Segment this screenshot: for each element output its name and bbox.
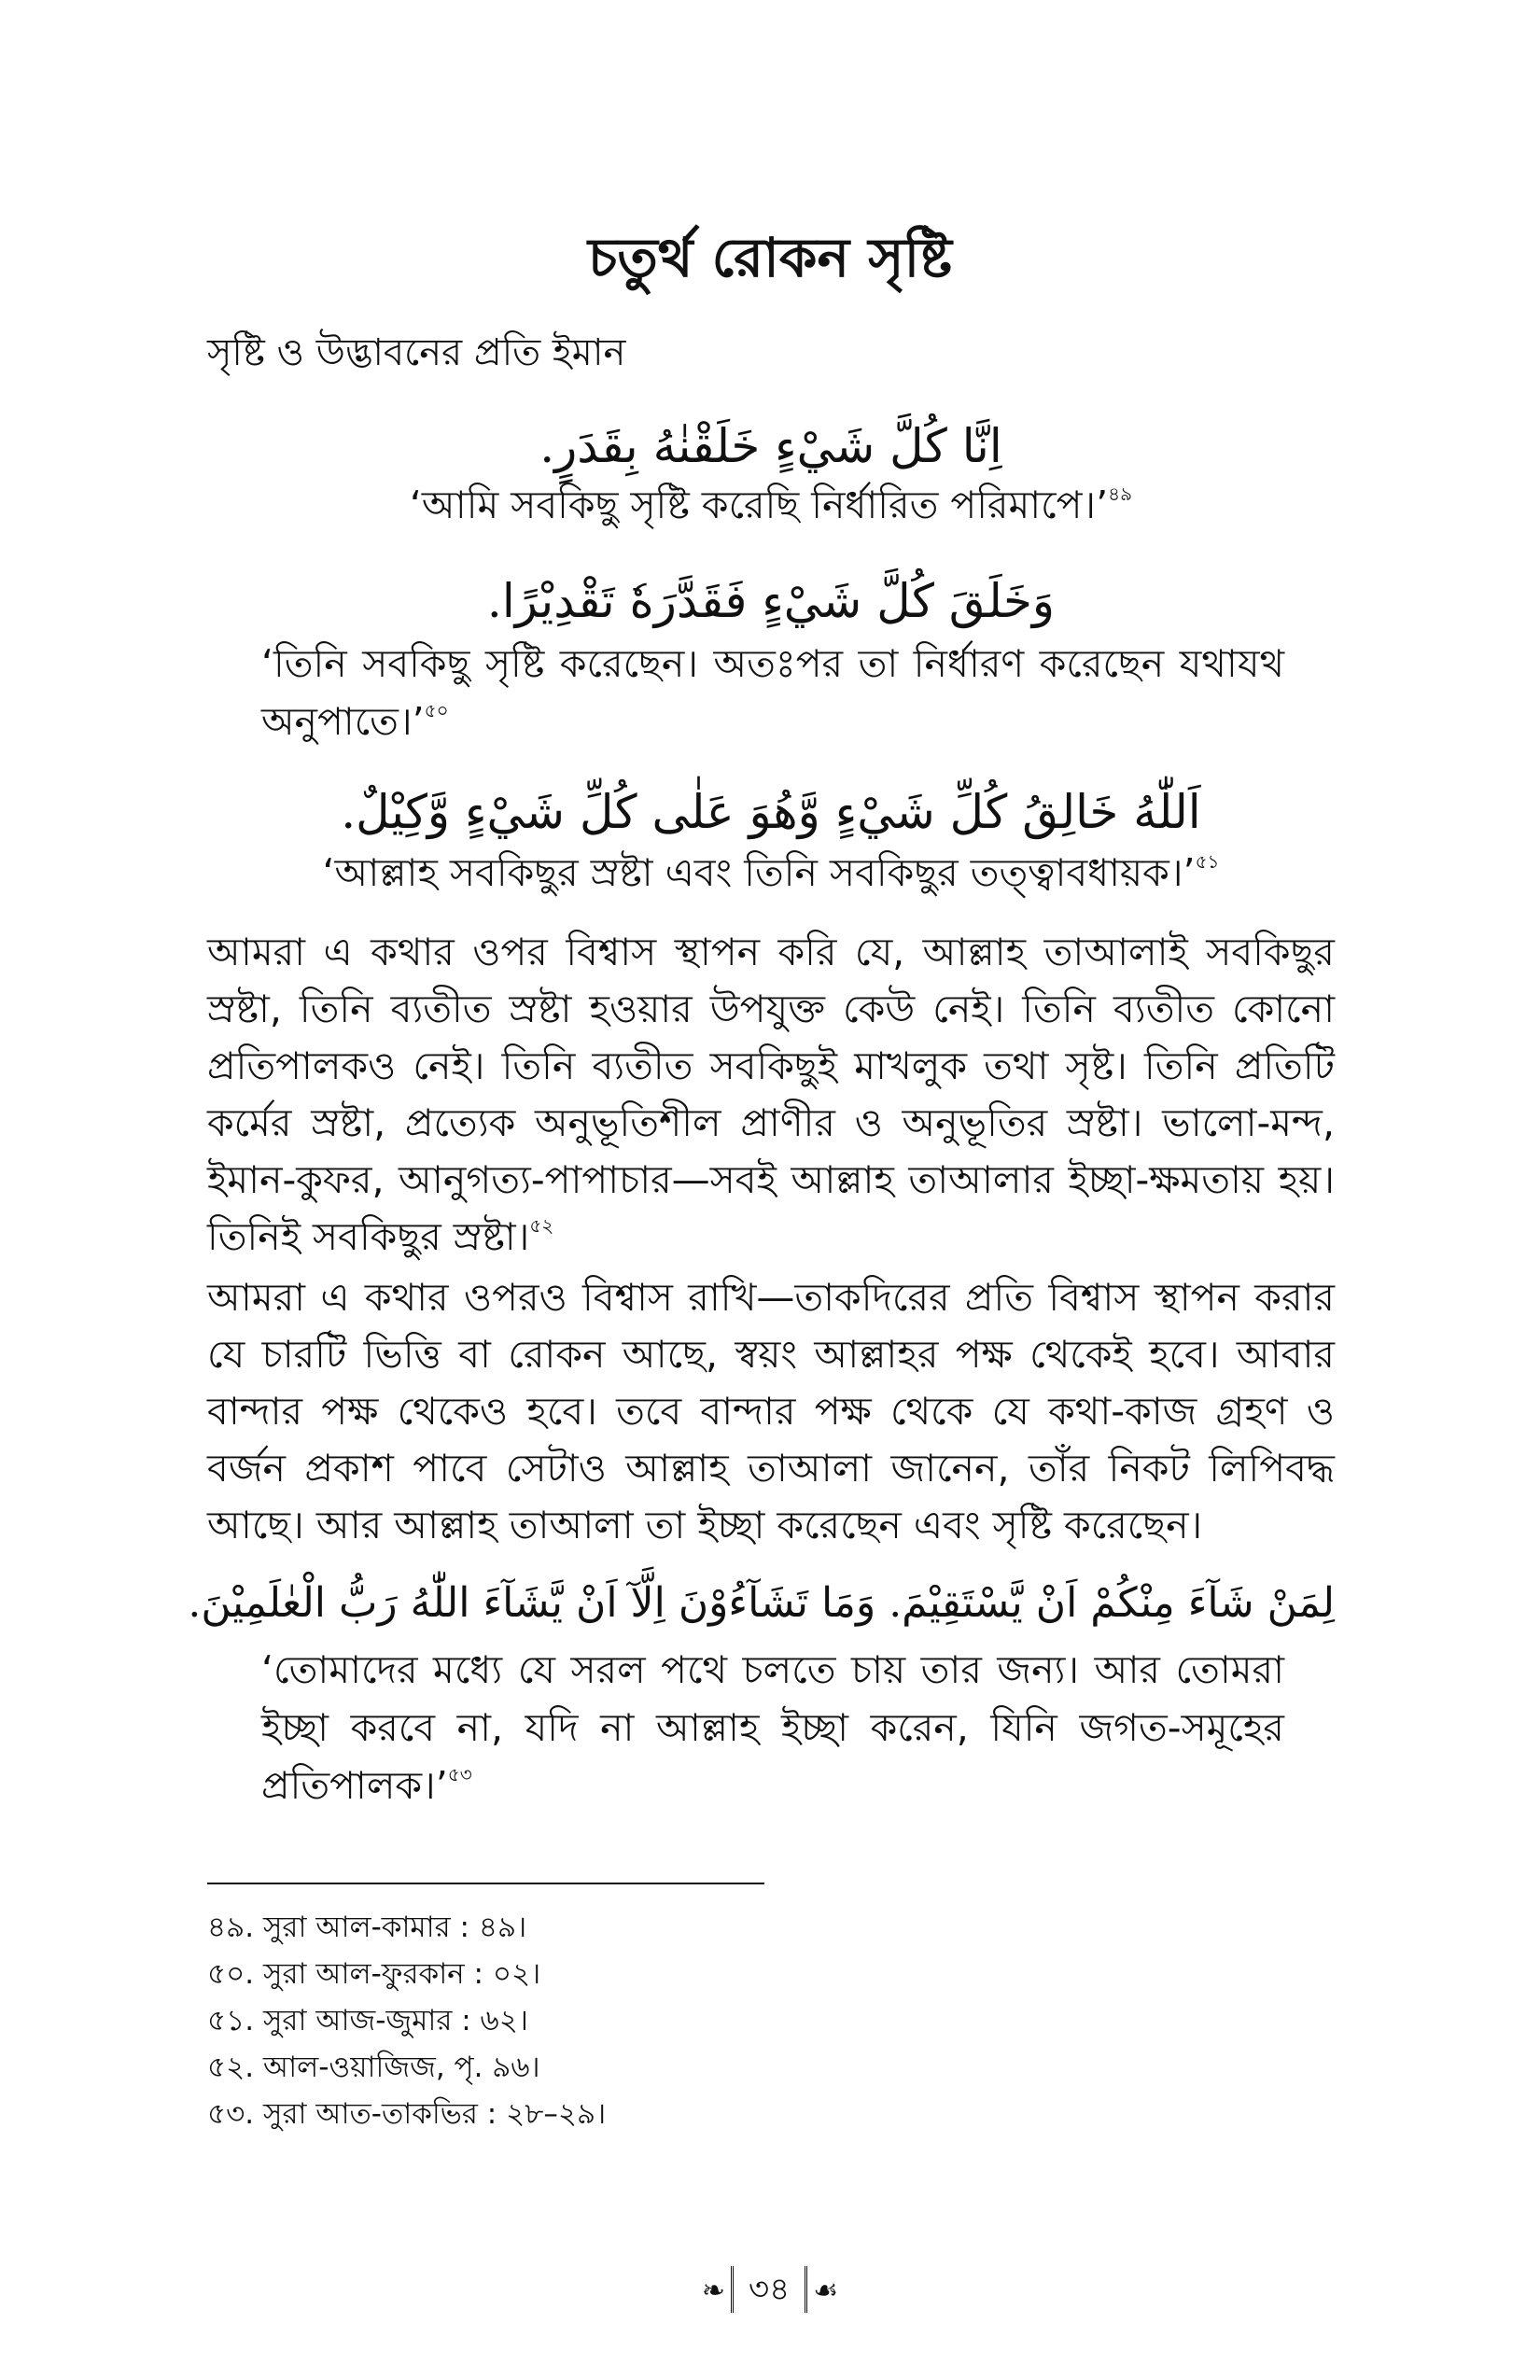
footnote-50: ৫০. সুরা আল-ফুরকান : ০২।: [207, 1957, 541, 1991]
page-number-area: [0, 2266, 1540, 2315]
paragraph-2: আমরা এ কথার ওপরও বিশ্বাস রাখি—তাকদিরের প্রতি বিশ্বাস স্থাপন করার যে চারটি ভিত্তি বা রোকন আছে, স্বয়ং আল্লাহর পক্ষ থেকেই হবে। আবার বান্দার পক্ষ থেকেও হবে। তবে বান্দার পক্ষ থেকে যে কথা-কাজ গ্রহণ ও বর্জন প্রকাশ পাবে সেটাও আল্লাহ তাআলা জানেন, তাঁর নিকট লিপিবদ্ধ আছে। আর আল্লাহ তাআলা তা ইচ্ছা করেছেন এবং সৃষ্টি করেছেন।: [207, 1275, 1335, 1547]
arabic-verse-4: لِمَنْ شَآءَ مِنْكُمْ اَنْ يَّسْتَقِيْمَ. وَمَا تَشَآءُوْنَ اِلَّآ اَنْ يَّشَآءَ اللّٰهُ رَبُّ الْعٰلَمِيْنَ.: [188, 1579, 1335, 1627]
translation-4-text: ‘তোমাদের মধ্যে যে সরল পথে চলতে চায় তার জন্য। আর তোমরা ইচ্ছা করবে না, যদি না আল্লাহ ইচ্ছা করেন, যিনি জগত-সমূহের প্রতিপালক।’: [261, 1647, 1284, 1808]
page-number: ৩৪: [731, 2266, 807, 2313]
arabic-verse-2: وَخَلَقَ كُلَّ شَيْءٍ فَقَدَّرَهٗ تَقْدِيْرًا.: [486, 574, 1056, 628]
translation-1-text: ‘আমি সবকিছু সৃষ্টি করেছি নির্ধারিত পরিমাপে।’: [409, 483, 1109, 527]
arabic-verse-1: اِنَّا كُلَّ شَيْءٍ خَلَقْنٰهُ بِقَدَرٍ.: [539, 419, 1002, 473]
translation-3-text: ‘আল্লাহ সবকিছুর স্রষ্টা এবং তিনি সবকিছুর তত্ত্বাবধায়ক।’: [322, 850, 1196, 895]
footnote-51: ৫১. সুরা আজ-জুমার : ৬২।: [207, 2004, 528, 2037]
ornament-right-icon: ☙: [813, 2275, 839, 2307]
footnotes: [207, 1904, 606, 2137]
translation-1: [207, 476, 1335, 534]
paragraph-1-text: আমরা এ কথার ওপর বিশ্বাস স্থাপন করি যে, আল্লাহ তাআলাই সবকিছুর স্রষ্টা, তিনি ব্যতীত স্রষ্টা হওয়ার উপযুক্ত কেউ নেই। তিনি ব্যতীত কোনো প্রতিপালকও নেই। তিনি ব্যতীত সবকিছুই মাখলুক তথা সৃষ্ট। তিনি প্রতিটি কর্মের স্রষ্টা, প্রত্যেক অনুভূতিশীল প্রাণীর ও অনুভূতির স্রষ্টা। ভালো-মন্দ, ইমান-কুফর, আনুগত্য-পাপাচার—সবই আল্লাহ তাআলার ইচ্ছা-ক্ষমতায় হয়। তিনিই সবকিছুর স্রষ্টা।: [207, 930, 1335, 1259]
section-subtitle: সৃষ্টি ও উদ্ভাবনের প্রতি ইমান: [207, 331, 626, 374]
footnote-52: ৫২. আল-ওয়াজিজ, পৃ. ৯৬।: [207, 2051, 540, 2084]
chapter-title: চতুর্থ রোকন সৃষ্টি: [588, 226, 952, 289]
footnote-ref-50: ৫০: [424, 699, 449, 722]
ornament-left-icon: ❧: [701, 2275, 726, 2307]
translation-2: [261, 635, 1284, 750]
footnote-divider: [207, 1883, 764, 1884]
footnote-ref-51: ৫১: [1195, 850, 1220, 874]
footnote-53: ৫৩. সুরা আত-তাকভির : ২৮–২৯।: [207, 2097, 607, 2131]
arabic-verse-3: اَللّٰهُ خَالِقُ كُلِّ شَيْءٍ وَّهُوَ عَلٰى كُلِّ شَيْءٍ وَّكِيْلٌ.: [341, 785, 1201, 839]
translation-4: [261, 1641, 1284, 1814]
footnote-ref-52: ৫২: [529, 1214, 554, 1238]
footnote-ref-53: ৫৩: [447, 1763, 472, 1786]
paragraph-1: [207, 924, 1335, 1266]
translation-2-text: ‘তিনি সবকিছু সৃষ্টি করেছেন। অতঃপর তা নির্ধারণ করেছেন যথাযথ অনুপাতে।’: [261, 641, 1284, 744]
translation-3: [207, 844, 1335, 902]
footnote-49: ৪৯. সুরা আল-কামার : ৪৯।: [207, 1911, 527, 1944]
footnote-ref-49: ৪৯: [1108, 483, 1133, 506]
